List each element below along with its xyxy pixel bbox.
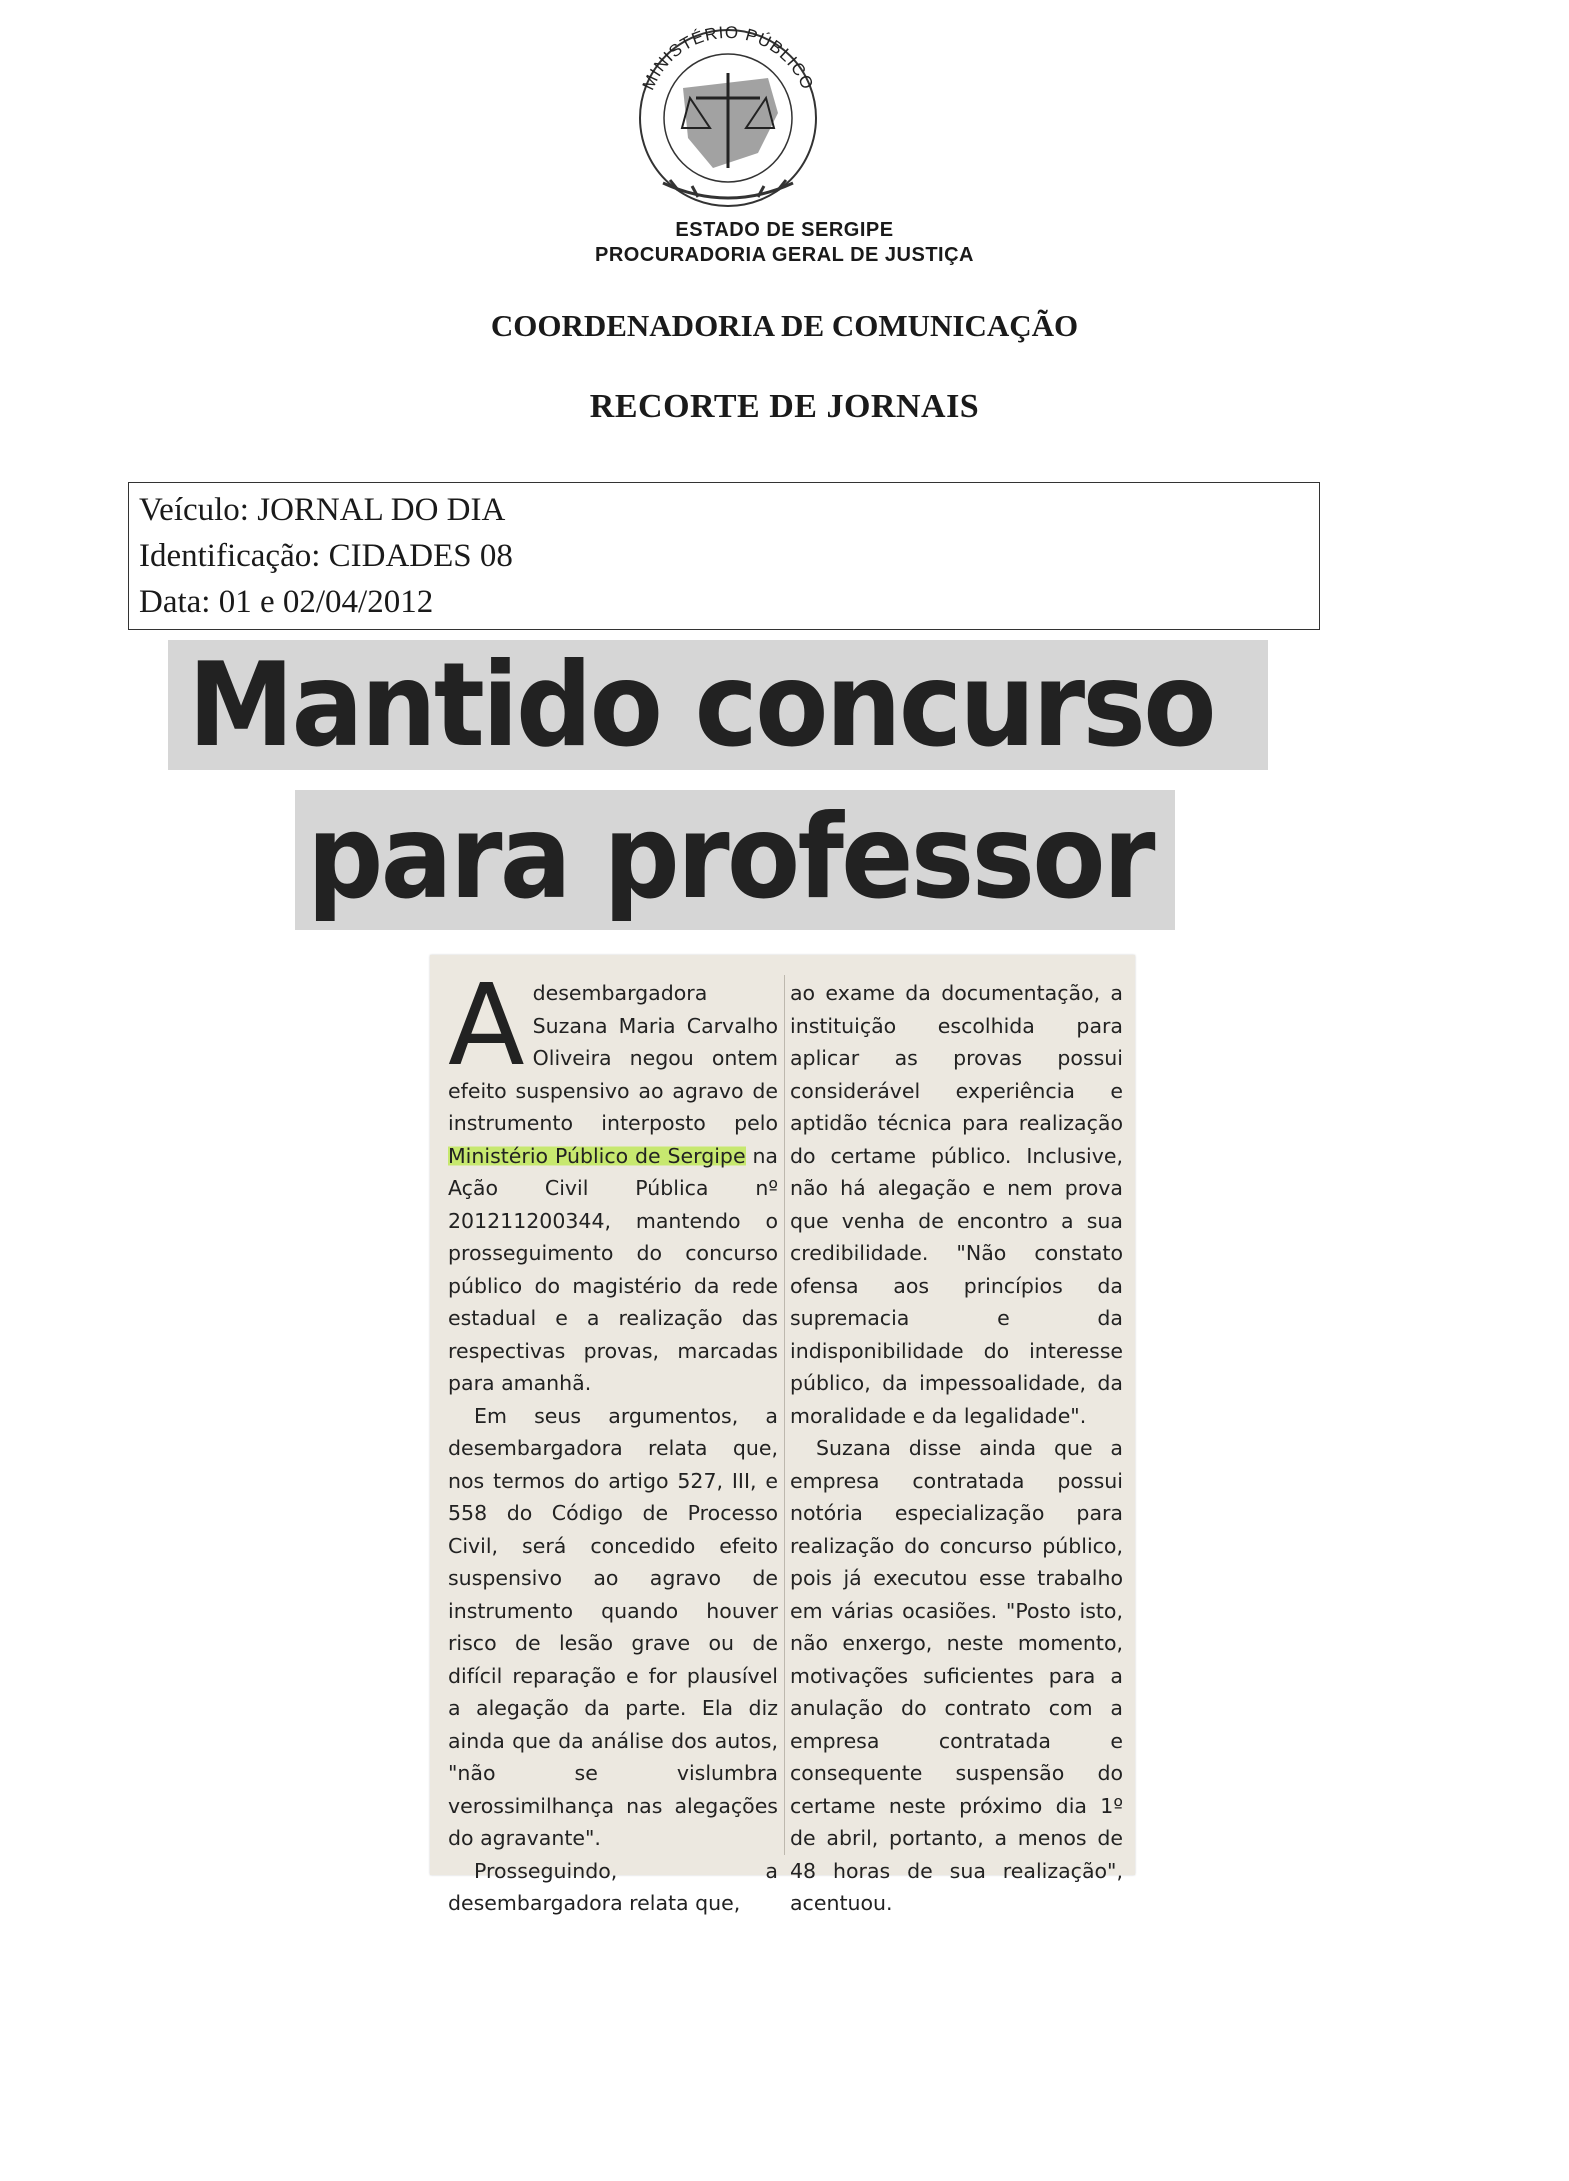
header-section: RECORTE DE JORNAIS (589, 388, 980, 425)
header-department: COORDENADORIA DE COMUNICAÇÃO (490, 308, 1079, 343)
article-column-1 (448, 961, 778, 1920)
headline-strip-2 (295, 790, 1175, 930)
header-state: ESTADO DE SERGIPE (675, 219, 894, 241)
article-text: desembargadora Suzana Maria Carvalho Oliveira negou ontem efeito suspensivo ao agravo de instrumento interposto pelo (448, 981, 778, 1135)
column-divider (784, 975, 785, 1855)
article-column-2 (790, 977, 1123, 1920)
header-office: PROCURADORIA GERAL DE JUSTIÇA (595, 244, 974, 266)
article-text: na Ação Civil Pública nº 201211200344, mantendo o prosseguimento do concurso público do magistério da rede estadual e a realização das respectivas provas, marcadas para amanhã. (448, 1143, 778, 1395)
dropcap: A (448, 961, 525, 1091)
info-date: Data: 01 e 02/04/2012 (139, 584, 434, 620)
headline-strip-1 (168, 640, 1268, 770)
info-identification: Identificação: CIDADES 08 (139, 538, 513, 574)
clipping-info-box (128, 482, 1320, 630)
article-paragraph: Suzana disse ainda que a empresa contratada possui notória especialização para realização do concurso público, pois já executou esse trabalho em várias ocasiões. "Posto isto, não enxergo, neste momento, motivações suficientes para a anulação do contrato com a empresa contratada e consequente suspensão do certame neste próximo dia 1º de abril, portanto, a menos de 48 horas de sua realização", acentuou. (790, 1436, 1123, 1915)
seal-ring-text: MINISTÉRIO PÚBLICO (638, 22, 818, 93)
ministerio-publico-seal (618, 18, 838, 208)
article-paragraph: ao exame da documentação, a instituição escolhida para aplicar as provas possui considerável experiência e aptidão técnica para realização do certame público. Inclusive, não há alegação e nem prova que venha de encontro a sua credibilidade. "Não constato ofensa aos princípios da supremacia e da indisponibilidade do interesse público, da impessoalidade, da moralidade e da legalidade". (790, 981, 1123, 1428)
article-paragraph (448, 961, 778, 1400)
article-paragraph: Em seus argumentos, a desembargadora relata que, nos termos do artigo 527, III, e 558 do Código de Processo Civil, será concedido efeito suspensivo ao agravo de instrumento quando houver risco de lesão grave ou de difícil reparação e for plausível a alegação da parte. Ela diz ainda que da análise dos autos, "não se vislumbra verossimilhança nas alegações do agravante". (448, 1403, 778, 1850)
headline-line-2: para professor (307, 790, 1153, 925)
article-paragraph: Prosseguindo, a desembargadora relata que, (448, 1858, 778, 1915)
highlighted-text: Ministério Público de Sergipe (448, 1143, 746, 1168)
article-clipping (430, 955, 1135, 1915)
headline-line-1: Mantido concurso (188, 640, 1214, 770)
info-vehicle: Veículo: JORNAL DO DIA (139, 492, 506, 528)
